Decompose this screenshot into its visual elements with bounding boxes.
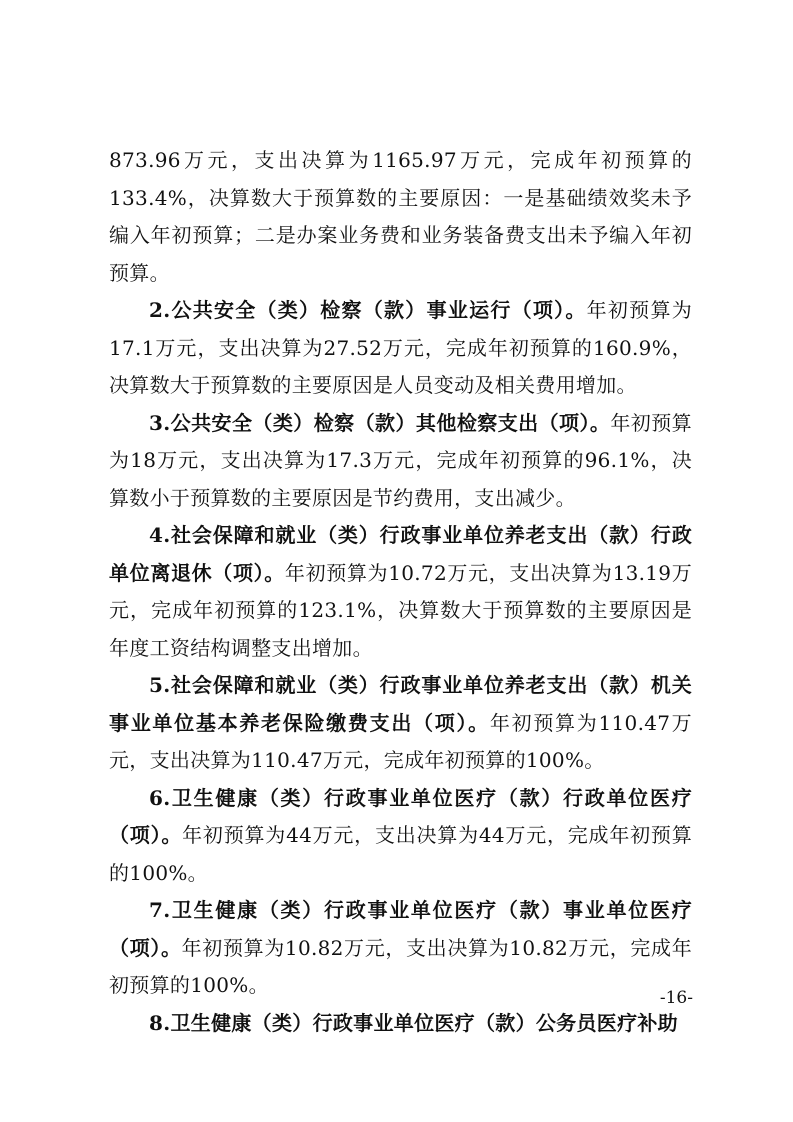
paragraph-4 bbox=[109, 517, 692, 667]
document-body bbox=[109, 142, 692, 1042]
paragraph-heading: 8.卫生健康（类）行政事业单位医疗（款）公务员医疗补助 bbox=[149, 1010, 678, 1035]
page-number: -16- bbox=[659, 988, 693, 1008]
paragraph-heading: 4.社会保障和就业（类）行政事业单位养老支出（款）行政单位离退休（项）。 bbox=[109, 523, 692, 585]
paragraph-text: 年初预算为110.47万元，支出决算为110.47万元，完成年初预算的100%。 bbox=[109, 710, 692, 772]
paragraph-heading: 7.卫生健康（类）行政事业单位医疗（款）事业单位医疗（项）。 bbox=[109, 898, 692, 960]
paragraph-2 bbox=[109, 292, 692, 405]
paragraph-text: 年初预算为10.72万元，支出决算为13.19万元，完成年初预算的123.1%，决算数大于预算数的主要原因是年度工资结构调整支出增加。 bbox=[109, 560, 692, 660]
paragraph-5 bbox=[109, 667, 692, 780]
paragraph-6 bbox=[109, 780, 692, 893]
paragraph-1 bbox=[109, 142, 692, 292]
paragraph-text: 年初预算为44万元，支出决算为44万元，完成年初预算的100%。 bbox=[109, 823, 692, 885]
paragraph-text: 873.96万元，支出决算为1165.97万元，完成年初预算的133.4%，决算数大于预算数的主要原因：一是基础绩效奖未予编入年初预算；二是办案业务费和业务装备费支出未予编入年初预算。 bbox=[109, 148, 692, 285]
paragraph-heading: 3.公共安全（类）检察（款）其他检察支出（项）。 bbox=[149, 410, 611, 435]
paragraph-8 bbox=[109, 1005, 692, 1043]
paragraph-7 bbox=[109, 892, 692, 1005]
paragraph-text: 年初预算为10.82万元，支出决算为10.82万元，完成年初预算的100%。 bbox=[109, 935, 693, 997]
paragraph-text: 年初预算为17.1万元，支出决算为27.52万元，完成年初预算的160.9%，决算数大于预算数的主要原因是人员变动及相关费用增加。 bbox=[109, 298, 692, 397]
paragraph-heading: 6.卫生健康（类）行政事业单位医疗（款）行政单位医疗（项）。 bbox=[109, 785, 692, 847]
paragraph-heading: 2.公共安全（类）检察（款）事业运行（项）。 bbox=[149, 298, 587, 322]
paragraph-heading: 5.社会保障和就业（类）行政事业单位养老支出（款）机关事业单位基本养老保险缴费支出（项）。 bbox=[109, 673, 692, 735]
paragraph-text: 年初预算为18万元，支出决算为17.3万元，完成年初预算的96.1%，决算数小于预算数的主要原因是节约费用，支出减少。 bbox=[109, 410, 692, 510]
paragraph-3 bbox=[109, 405, 692, 518]
